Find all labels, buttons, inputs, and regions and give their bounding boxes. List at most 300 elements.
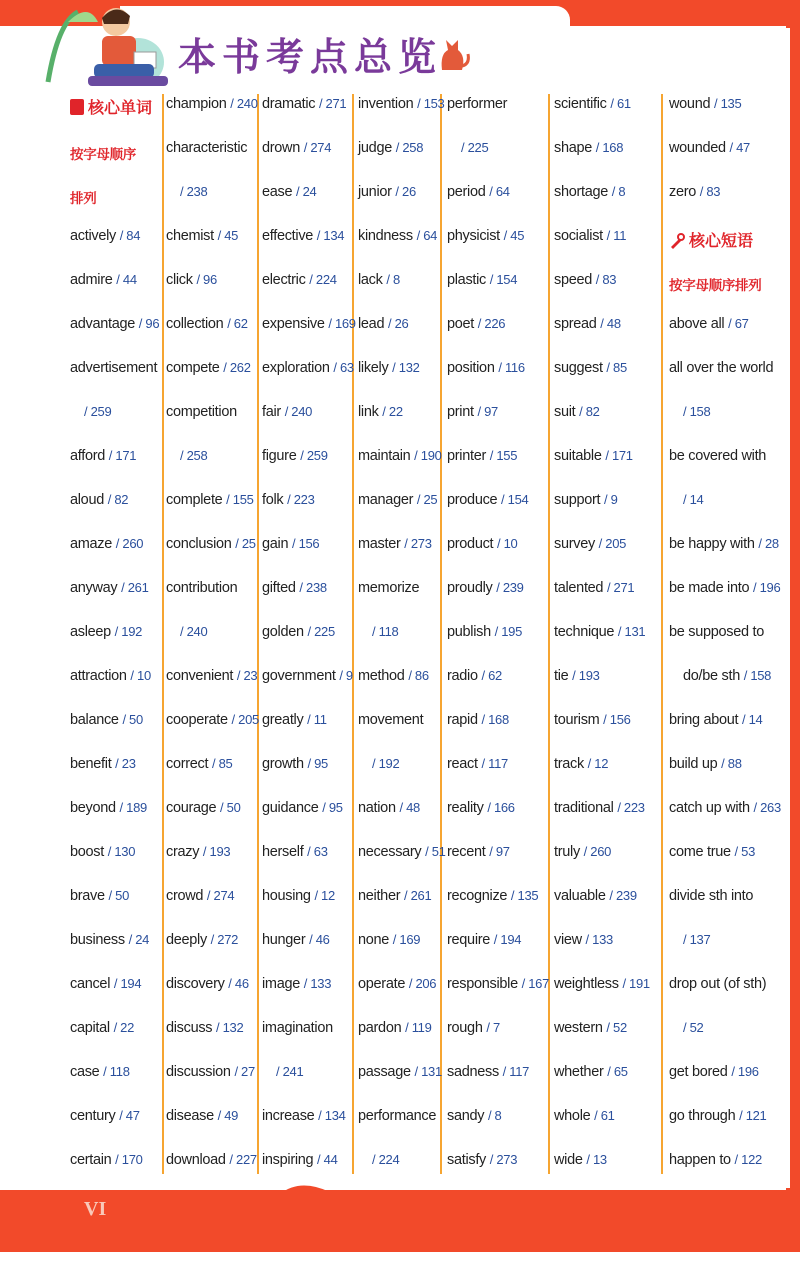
- entry-word: case: [70, 1064, 100, 1080]
- entry-page: / 25: [235, 536, 256, 551]
- index-entry: [554, 624, 645, 646]
- index-entry: [180, 448, 207, 470]
- entry-word: compete: [166, 360, 220, 376]
- book-icon: [70, 99, 84, 115]
- index-entry: [358, 844, 446, 866]
- entry-word: bring about: [669, 712, 739, 728]
- entry-word: socialist: [554, 228, 603, 244]
- entry-word: build up: [669, 756, 718, 772]
- entry-page: / 63: [333, 360, 354, 375]
- entry-word: reality: [447, 800, 484, 816]
- entry-word: gifted: [262, 580, 296, 596]
- index-entry: [70, 272, 137, 294]
- ordering-note: 按字母顺序排列: [669, 278, 762, 293]
- entry-word: ease: [262, 184, 293, 200]
- index-entry: [166, 272, 217, 294]
- index-entry: [262, 492, 315, 514]
- index-entry: [70, 844, 135, 866]
- index-entry: [166, 580, 237, 602]
- index-entry: [262, 96, 346, 118]
- entry-word: maintain: [358, 448, 411, 464]
- entry-page: / 194: [113, 976, 142, 991]
- index-entry: [166, 1152, 257, 1174]
- index-entry: [372, 1152, 399, 1174]
- index-entry: [447, 844, 510, 866]
- entry-page: / 63: [307, 844, 328, 859]
- entry-page: / 156: [603, 712, 631, 727]
- index-entry: [669, 756, 742, 778]
- entry-word: shortage: [554, 184, 609, 200]
- entry-page: / 82: [107, 492, 129, 507]
- entry-page: / 11: [606, 228, 627, 243]
- column-divider: [548, 94, 550, 1174]
- entry-word: figure: [262, 448, 297, 464]
- index-entry: [166, 228, 238, 250]
- entry-word: cancel: [70, 976, 111, 992]
- entry-word: none: [358, 932, 390, 948]
- entry-page: / 240: [230, 96, 258, 111]
- entry-page: / 239: [496, 580, 524, 595]
- index-entry: [166, 140, 247, 162]
- entry-word: folk: [262, 492, 284, 508]
- index-entry: [276, 1064, 303, 1086]
- index-entry: [683, 932, 710, 954]
- entry-page: / 10: [497, 536, 518, 551]
- entry-word: memorize: [358, 580, 420, 596]
- entry-page: / 118: [372, 624, 399, 639]
- entry-page: / 65: [607, 1064, 628, 1079]
- index-entry: [70, 580, 149, 602]
- entry-word: effective: [262, 228, 314, 244]
- entry-word: judge: [358, 140, 392, 156]
- entry-word: lead: [358, 316, 385, 332]
- entry-page: / 9: [604, 492, 618, 507]
- entry-page: / 12: [587, 756, 609, 771]
- index-entry: [554, 140, 623, 162]
- index-entry: [166, 932, 238, 954]
- index-entry: [669, 712, 762, 734]
- entry-page: / 28: [758, 536, 779, 551]
- entry-word: spread: [554, 316, 597, 332]
- entry-page: / 53: [734, 844, 755, 859]
- entry-word: sandy: [447, 1108, 485, 1124]
- index-entry: [166, 1108, 238, 1130]
- entry-page: / 239: [609, 888, 637, 903]
- index-entry: [358, 976, 436, 998]
- index-entry: [554, 712, 631, 734]
- entry-page: / 13: [586, 1152, 607, 1167]
- index-entry: [358, 184, 416, 206]
- entry-word: capital: [70, 1020, 110, 1036]
- entry-page: / 50: [108, 888, 129, 903]
- entry-word: technique: [554, 624, 615, 640]
- entry-word: brave: [70, 888, 105, 904]
- index-entry: [669, 888, 753, 910]
- entry-word: attraction: [70, 668, 127, 684]
- cat-icon: [434, 36, 470, 72]
- index-entry: [669, 624, 764, 646]
- index-entry: [447, 448, 517, 470]
- entry-word: conclusion: [166, 536, 232, 552]
- index-entry: [554, 228, 626, 250]
- entry-word: view: [554, 932, 582, 948]
- entry-page: / 97: [489, 844, 510, 859]
- index-entry: [669, 536, 779, 558]
- index-entry: [554, 888, 637, 910]
- index-entry: [358, 712, 423, 734]
- index-entry: [447, 536, 517, 558]
- index-entry: [683, 1020, 703, 1042]
- entry-page: / 8: [611, 184, 626, 199]
- entry-page: / 274: [206, 888, 235, 903]
- entry-page: / 117: [502, 1064, 530, 1079]
- index-entry: [683, 668, 771, 690]
- entry-word: period: [447, 184, 486, 200]
- entry-page: / 153: [417, 96, 445, 111]
- index-entry: [262, 580, 327, 602]
- entry-word: valuable: [554, 888, 606, 904]
- entry-page: / 24: [128, 932, 150, 947]
- index-entry: [669, 316, 749, 338]
- entry-page: / 27: [234, 1064, 255, 1079]
- entry-word: whole: [554, 1108, 591, 1124]
- index-entry: [262, 360, 354, 382]
- entry-word: plastic: [447, 272, 486, 288]
- entry-page: / 155: [489, 448, 518, 463]
- entry-page: / 170: [115, 1152, 143, 1167]
- entry-word: deeply: [166, 932, 207, 948]
- entry-page: / 133: [303, 976, 332, 991]
- entry-word: western: [554, 1020, 603, 1036]
- index-entry: [262, 140, 331, 162]
- entry-page: / 171: [605, 448, 633, 463]
- pen-icon: [669, 233, 685, 249]
- index-entry: [166, 404, 237, 426]
- index-entry: [447, 228, 524, 250]
- entry-word: suggest: [554, 360, 603, 376]
- entry-page: / 50: [122, 712, 143, 727]
- entry-word: inspiring: [262, 1152, 314, 1168]
- entry-word: admire: [70, 272, 113, 288]
- index-entry: [447, 888, 538, 910]
- entry-page: / 116: [498, 360, 525, 375]
- entry-word: be made into: [669, 580, 750, 596]
- entry-page: / 133: [585, 932, 613, 947]
- entry-word: beyond: [70, 800, 116, 816]
- index-entry: [447, 360, 525, 382]
- entry-page: / 168: [595, 140, 624, 155]
- entry-page: / 196: [731, 1064, 759, 1079]
- index-entry: [70, 1020, 134, 1042]
- entry-page: / 205: [598, 536, 627, 551]
- entry-page: / 225: [307, 624, 335, 639]
- entry-page: / 223: [617, 800, 645, 815]
- index-entry: [166, 844, 230, 866]
- entry-page: / 117: [481, 756, 508, 771]
- entry-page: / 273: [489, 1152, 518, 1167]
- index-entry: [166, 888, 234, 910]
- entry-word: come true: [669, 844, 731, 860]
- entry-word: get bored: [669, 1064, 728, 1080]
- index-entry: [358, 1064, 442, 1086]
- entry-word: traditional: [554, 800, 614, 816]
- entry-word: anyway: [70, 580, 118, 596]
- index-entry: [262, 448, 328, 470]
- index-entry: [554, 1108, 615, 1130]
- entry-word: nation: [358, 800, 396, 816]
- entry-word: satisfy: [447, 1152, 486, 1168]
- entry-page: / 166: [487, 800, 515, 815]
- entry-page: / 22: [382, 404, 403, 419]
- entry-page: / 171: [108, 448, 137, 463]
- entry-word: electric: [262, 272, 306, 288]
- entry-page: / 46: [309, 932, 330, 947]
- index-entry: [358, 96, 445, 118]
- entry-page: / 195: [494, 624, 523, 639]
- index-entry: [70, 316, 159, 338]
- index-entry: [669, 360, 773, 382]
- index-entry: [554, 1064, 628, 1086]
- entry-word: afford: [70, 448, 106, 464]
- entry-word: zero: [669, 184, 697, 200]
- index-entry: [447, 184, 510, 206]
- entry-word: neither: [358, 888, 401, 904]
- entry-word: performance: [358, 1108, 437, 1124]
- index-entry: [554, 976, 650, 998]
- entry-word: growth: [262, 756, 304, 772]
- index-entry: [358, 404, 403, 426]
- entry-page: / 274: [303, 140, 332, 155]
- entry-word: asleep: [70, 624, 111, 640]
- index-entry: [70, 1064, 130, 1086]
- entry-word: scientific: [554, 96, 607, 112]
- index-entry: [262, 1108, 346, 1130]
- entry-word: link: [358, 404, 379, 420]
- entry-word: dramatic: [262, 96, 316, 112]
- index-entry: [70, 360, 157, 382]
- entry-word: advantage: [70, 316, 136, 332]
- entry-page: / 96: [196, 272, 217, 287]
- index-entry: [461, 140, 488, 162]
- index-entry: [166, 492, 254, 514]
- index-entry: [669, 140, 750, 162]
- entry-page: / 132: [215, 1020, 244, 1035]
- entry-word: support: [554, 492, 601, 508]
- index-entry: [358, 668, 429, 690]
- entry-page: / 121: [739, 1108, 767, 1123]
- entry-page: / 47: [119, 1108, 140, 1123]
- index-entry: [554, 536, 626, 558]
- index-entry: [358, 492, 437, 514]
- entry-word: be supposed to: [669, 624, 764, 640]
- entry-word: amaze: [70, 536, 113, 552]
- entry-word: do/be sth: [683, 668, 740, 684]
- entry-page: / 48: [399, 800, 420, 815]
- entry-word: catch up with: [669, 800, 750, 816]
- entry-word: champion: [166, 96, 227, 112]
- entry-word: crowd: [166, 888, 204, 904]
- entry-page: / 8: [487, 1108, 502, 1123]
- entry-word: guidance: [262, 800, 319, 816]
- entry-word: expensive: [262, 316, 325, 332]
- entry-word: drown: [262, 140, 300, 156]
- entry-page: / 192: [372, 756, 400, 771]
- index-entry: [554, 1020, 627, 1042]
- entry-page: / 8: [386, 272, 400, 287]
- entry-page: / 193: [202, 844, 231, 859]
- entry-page: / 122: [734, 1152, 762, 1167]
- entry-page: / 137: [683, 932, 711, 947]
- index-entry: [447, 316, 505, 338]
- entry-word: discuss: [166, 1020, 213, 1036]
- index-entry: [262, 624, 335, 646]
- entry-word: divide sth into: [669, 888, 754, 904]
- index-entry: [166, 316, 248, 338]
- index-entry: [554, 492, 618, 514]
- entry-word: wounded: [669, 140, 726, 156]
- entry-page: / 11: [307, 712, 327, 727]
- index-entry: [358, 360, 420, 382]
- entry-page: / 154: [489, 272, 518, 287]
- entry-word: above all: [669, 316, 725, 332]
- index-entry: [447, 1020, 500, 1042]
- index-entry: [447, 96, 507, 118]
- entry-page: / 156: [291, 536, 320, 551]
- index-entry: [70, 228, 140, 250]
- entry-page: / 227: [229, 1152, 257, 1167]
- entry-page: / 24: [295, 184, 317, 199]
- index-entry: [262, 800, 343, 822]
- index-entry: [70, 1108, 140, 1130]
- entry-word: discovery: [166, 976, 225, 992]
- entry-word: competition: [166, 404, 237, 420]
- index-entry: [70, 888, 129, 910]
- entry-word: herself: [262, 844, 304, 860]
- index-entry: [669, 184, 720, 206]
- entry-page: / 118: [103, 1064, 130, 1079]
- index-entry: [358, 536, 432, 558]
- entry-page: / 194: [493, 932, 522, 947]
- index-entry: [447, 1152, 517, 1174]
- index-entry: [70, 492, 128, 514]
- badge-label: 核心单词: [88, 98, 153, 117]
- index-entry: [262, 932, 330, 954]
- entry-page: / 168: [481, 712, 509, 727]
- index-entry: [669, 844, 755, 866]
- entry-page: / 14: [683, 492, 704, 507]
- index-entry: [262, 668, 353, 690]
- entry-page: / 240: [284, 404, 313, 419]
- entry-word: kindness: [358, 228, 413, 244]
- index-entry: [554, 756, 608, 778]
- entry-word: produce: [447, 492, 498, 508]
- entry-page: / 131: [617, 624, 646, 639]
- entry-word: balance: [70, 712, 119, 728]
- entry-word: happen to: [669, 1152, 731, 1168]
- entry-page: / 97: [477, 404, 498, 419]
- index-entry: [669, 580, 780, 602]
- entry-word: advertisement: [70, 360, 158, 376]
- entry-word: sadness: [447, 1064, 499, 1080]
- index-entry: [166, 668, 257, 690]
- column-divider: [162, 94, 164, 1174]
- entry-page: / 261: [121, 580, 149, 595]
- entry-word: government: [262, 668, 336, 684]
- entry-word: speed: [554, 272, 593, 288]
- entry-page: / 45: [503, 228, 525, 243]
- entry-page: / 49: [217, 1108, 239, 1123]
- entry-word: recognize: [447, 888, 508, 904]
- entry-page: / 225: [461, 140, 489, 155]
- kid-reading-illustration-icon: [38, 2, 168, 90]
- entry-word: print: [447, 404, 474, 420]
- entry-page: / 83: [595, 272, 617, 287]
- core-words-badge: [70, 95, 152, 121]
- entry-word: correct: [166, 756, 209, 772]
- entry-page: / 169: [328, 316, 356, 331]
- entry-page: / 223: [287, 492, 315, 507]
- entry-page: / 50: [220, 800, 241, 815]
- entry-page: / 47: [729, 140, 750, 155]
- entry-page: / 14: [742, 712, 763, 727]
- entry-page: / 12: [314, 888, 335, 903]
- entry-word: gain: [262, 536, 289, 552]
- index-entry: [262, 228, 344, 250]
- entry-word: century: [70, 1108, 116, 1124]
- index-entry: [669, 96, 741, 118]
- entry-word: position: [447, 360, 495, 376]
- entry-word: certain: [70, 1152, 112, 1168]
- index-entry: [84, 404, 111, 426]
- entry-word: suit: [554, 404, 576, 420]
- entry-word: wide: [554, 1152, 583, 1168]
- entry-page: / 62: [481, 668, 502, 683]
- entry-page: / 196: [752, 580, 781, 595]
- entry-page: / 238: [180, 184, 208, 199]
- entry-page: / 25: [416, 492, 438, 507]
- index-entry: [554, 800, 645, 822]
- entry-word: drop out (of sth): [669, 976, 767, 992]
- entry-word: likely: [358, 360, 389, 376]
- index-entry: [358, 932, 420, 954]
- entry-page: / 258: [180, 448, 208, 463]
- entry-page: / 132: [392, 360, 420, 375]
- index-entry: [554, 272, 616, 294]
- entry-word: actively: [70, 228, 116, 244]
- entry-page: / 155: [226, 492, 254, 507]
- page-title: 本书考点总览: [178, 35, 443, 79]
- index-entry: [447, 492, 528, 514]
- entry-page: / 205: [231, 712, 259, 727]
- entry-word: require: [447, 932, 491, 948]
- entry-word: be happy with: [669, 536, 755, 552]
- index-entry: [447, 1064, 529, 1086]
- entry-word: boost: [70, 844, 104, 860]
- entry-page: / 259: [84, 404, 112, 419]
- entry-word: printer: [447, 448, 486, 464]
- entry-word: golden: [262, 624, 304, 640]
- index-entry: [669, 1108, 767, 1130]
- entry-word: tie: [554, 668, 569, 684]
- entry-word: talented: [554, 580, 604, 596]
- entry-page: / 224: [309, 272, 337, 287]
- entry-word: convenient: [166, 668, 234, 684]
- entry-page: / 95: [307, 756, 328, 771]
- entry-page: / 10: [130, 668, 151, 683]
- entry-word: radio: [447, 668, 478, 684]
- entry-page: / 193: [572, 668, 600, 683]
- index-entry: [358, 448, 442, 470]
